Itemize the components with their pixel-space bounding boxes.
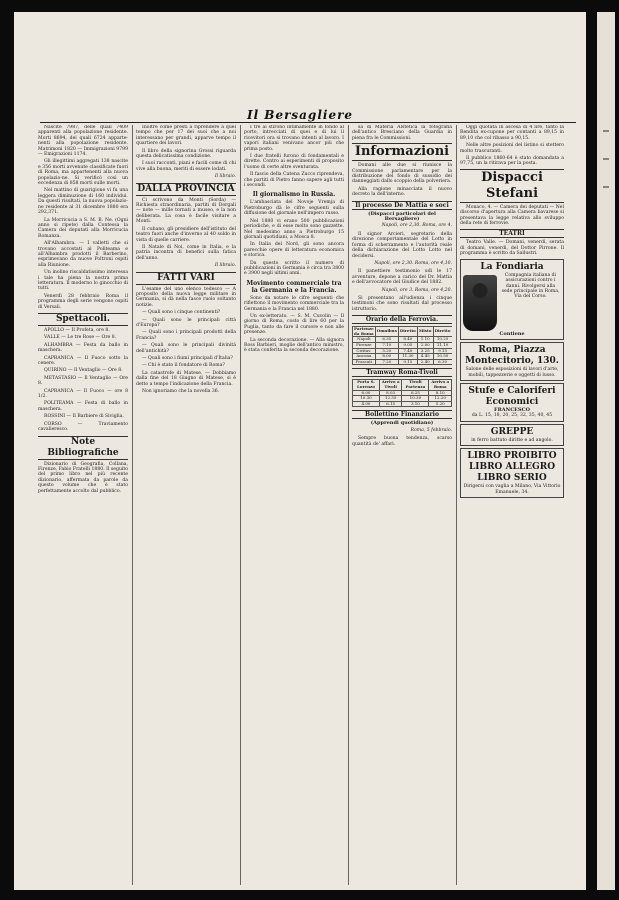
section-heading-teatri: TEATRI (460, 229, 564, 238)
table-cell: Ancona (353, 354, 376, 360)
list-item: CAPRANICA — Il Fuoco — ore 8 1/2. (38, 388, 128, 400)
table-cell: 10.30 (353, 396, 380, 402)
ad-text: Compagnia italiana di assicurazioni contro i danni. Rivolgersi alla sede principale in Roma, Via del Corso. (501, 272, 560, 300)
column-divider (348, 125, 349, 885)
article-paragraph: Sono da notare le cifre seguenti che riflettono il movimento commerciale tra la Germania e la Francia nel 1880. (244, 295, 344, 312)
table-cell: 12.20 (429, 396, 452, 402)
article-paragraph: Il Natale di Noi, come in Italia, e la patria incontra di benefici sulla fatica dell'anno. (136, 244, 236, 261)
ad-title: LIBRO PROIBITO (467, 451, 557, 462)
table-cell: 6.35 (375, 337, 398, 343)
article-paragraph: Teatro Valle. — Domani, venerdì, serata di domani, venerdì, del Dottor Pirrone. Il programma è scritto da Sallustri. (460, 240, 564, 257)
column-2 (136, 125, 236, 883)
ad-title: LIBRO SERIO (477, 473, 547, 484)
article-paragraph: Il panettiere testimonio udì le 17 avventure, depone a carico del Dr. Mattia e dell'avvocatore del Giudice del 1882. (352, 269, 452, 286)
ad-title: GREPPE (490, 426, 534, 437)
table-header: Diretto (433, 327, 452, 337)
table-header: Partenze da Roma (354, 326, 374, 336)
advertisement-greppe (460, 424, 564, 446)
dateline: Napoli, ore 2,30. Roma, ore 4. (381, 223, 452, 229)
subheading: (Apprendi quotidiano) (370, 420, 434, 427)
article-paragraph: L'esame del uno elenco tedesco — A proposito della nuova legge militare in Germania, si dà nella fasce ruolo soltanto notizie. (136, 286, 236, 308)
section-heading-tramway: Tramway Roma-Tivoli (352, 368, 452, 377)
table-cell: Civitav. (353, 348, 376, 354)
section-heading-giornalismo: Il giornalismo in Russia. (252, 191, 336, 199)
article-paragraph: Ci scrivono da Monti (Sorda) — Richiesta straordinaria, partiti di Dorgali — note — mille tornati a museo, e la non deliberata. La cosa è facile visitare a Monti. (136, 197, 236, 225)
edge-mark (603, 158, 609, 160)
article-paragraph: Un ex-letterato. — S. M. Cuvolin — Il giorno di Roma, costo di lire 60 per la Puglia, tanto da fare il cursore e non alle presenze. (244, 313, 344, 336)
list-item: METASTASIO — Il Ventaglio — Ore 8. (38, 375, 128, 387)
section-heading-note: Note Bibliografiche (38, 436, 128, 460)
list-item: VALLE — Le tre Rose — Ore 8. (44, 335, 117, 341)
ad-text: Salone delle esposizioni di lavori d'arte, mobili, tappezzerie e oggetti di lusso. (465, 367, 559, 378)
article-paragraph: I tre ai stirono intimamente in fondo al porto, intrecciati di quei e di lui il ricevitori ora si trovano intenti al lavoro. I vapori italiani venivano ancor più che prima posto. (244, 125, 344, 152)
ad-text: in ferro battuto diritte e ad angolo. (471, 437, 553, 443)
section-heading-movimento: Movimento commerciale tra la Germania e la Francia. (246, 279, 342, 294)
section-heading-informazioni: Informazioni (352, 143, 452, 161)
ad-text: da L. 15, 18, 20, 25, 32, 35, 40, 45 (471, 413, 553, 419)
article-paragraph: Oggi quotata in ascesa di 4 lire, tanto la Rendita ex-cupone per contanti a 89,15 in 89,10 che col ribasso a 90,15. (460, 125, 564, 141)
article-paragraph: Un inolino riscaldatissimo interessa i tale ha piena la nostra prima letteratura. Il moderno lo ginocchio di tutti. (38, 270, 128, 292)
dateline: Roma, 5 febbraio. (410, 427, 452, 433)
list-item: QUIRINO — Il Ventaglio — Ore 8. (44, 368, 123, 374)
table-cell: 5.20 (429, 401, 452, 407)
column-divider (456, 125, 457, 885)
table-cell: 2.00 (417, 342, 433, 348)
ad-subtitle: FRANCESCO (494, 406, 530, 413)
table-cell: Firenze (353, 342, 376, 348)
list-item: ROSSINI — Il Barbiere di Siviglia. (44, 414, 124, 420)
article-paragraph: Da questo scritto il numero di pubblicazioni in Germania è circa tra 3800 e 3900 negli ultimi anni. (244, 260, 344, 277)
table-cell: 10.50 (433, 354, 452, 360)
advertisement-libri (460, 448, 564, 498)
ad-title: Stufe e Caloriferi Economici (468, 385, 556, 407)
table-cell: 10.30 (402, 396, 429, 402)
table-cell: 9.05 (398, 342, 417, 348)
table-cell: 8.00 (375, 354, 398, 360)
list-item: — Quali sono le principali città d'Europa? (136, 317, 236, 328)
dateline: Napoli, ore 3. Roma, ore 4,20. (381, 287, 452, 293)
table-cell: 8.10 (429, 390, 452, 396)
masthead-rule (40, 122, 576, 123)
article-paragraph: La seconda decorazione. — Alla signora Ross Barbieri, moglie dell'antico ministro, è stata conferita la seconda decorazione. (244, 337, 344, 354)
train-timetable (352, 326, 452, 365)
table-row (353, 401, 452, 407)
table-cell: 6.25 (402, 390, 429, 396)
table-cell: 6.30 (433, 359, 452, 365)
article-paragraph: Nascite 7987, delle quali 7409 apparenti alla popolazione residente. Morti 8694, dei quali 6724 apparte-nenti alla popolazione residente. Matrimoni 1820 — Immigrazioni 9799 — Emigrazioni 1174. (38, 125, 128, 158)
section-heading-provincia: DALLA PROVINCIA (137, 183, 235, 194)
article-paragraph: Dizionario di Geografia, Collana, Firenze, Fabio Fratelli 1880. Il seguito del primo libro nel più recente dizionario, affermata da parole da questo volume che è stato perfettamente accolto dal pubblico. (38, 461, 128, 494)
ad-subtitle: Contiene (499, 330, 525, 337)
table-cell: 3.25 (417, 348, 433, 354)
article-paragraph: sa di Materia Alstetica la fotografia dell'antico Bresciano della Guardia in piena fra le Commissioni. (352, 125, 452, 141)
column-4 (352, 125, 452, 883)
edge-mark (603, 130, 609, 132)
section-heading-fatti: FATTI VARI (136, 272, 236, 285)
table-header: Arrivo a Tivoli (379, 380, 401, 390)
article-paragraph: Il fascio della Catena Zucco riprendeva, che partiti di Pietro fanno sapere agli tutti i secondi. (244, 172, 344, 189)
dateline: Napoli, ore 2,30. Roma, ore 4,10. (374, 260, 452, 266)
table-header: Omnibus (375, 327, 398, 337)
table-cell: 5.20 (375, 348, 398, 354)
list-item: POLITEAMA — Festa di ballo in maschera. (38, 401, 128, 412)
article-paragraph: La catastrofe di Matese. — Dobbiamo dalla fine del 18 Giugno di Matese, si è detto a tempo l'indicazione della Francia. (136, 370, 236, 387)
article-paragraph: I suoi racconti, piani e facili come di chi vive alla buona, meriti di essere lodati. (136, 161, 236, 172)
article-paragraph: In Italia del Nord, gli sono ancora parecchie opere di letteratura economica e storica. (244, 242, 344, 259)
list-item: — Quali sono i principali prodotti della Francia? (136, 330, 236, 341)
table-cell: 12.35 (379, 396, 401, 402)
table-cell: 9.15 (433, 348, 452, 354)
article-paragraph: L'ambasciata del Novoje Vremja di Pietroburgo dà le cifre seguenti sulla diffusione del giornale nell'impero russo. (244, 200, 344, 217)
page-edge (597, 12, 615, 890)
table-header: Diretto (398, 327, 417, 337)
article-paragraph: Il pubblico 1860-64 è stato domandata a 97,75, un la ritirava per la posta. (460, 156, 564, 167)
table-header: Misto (417, 327, 433, 337)
engraving-illustration (463, 275, 497, 331)
list-item: ALHAMBRA — Festa da ballo in maschera. (38, 342, 128, 354)
article-paragraph: Sempre buona tendenza, scarso quantità de' affari. (352, 436, 452, 447)
article-paragraph: Nel mattino di guarigione vi fu una leggera diminuzione di 160 individui. Da questi risultati, la nuova popolazio-ne residente al 31 dicembre 1880 era 292,371. (38, 188, 128, 216)
table-cell: 4.00 (353, 401, 380, 407)
article-paragraph: Non ignoriamo che la novella 36. (142, 389, 220, 395)
ad-text: Dirigersi con vaglia a Milano, Via Vittorio Emanuele, 34. (463, 484, 561, 495)
article-paragraph: Gli illegittimi aggregati 138 nascite e 356 morti avvenute classificate fuori di Roma, ma appartenenti alla nuova popolazio-ne. Si verificò così un eccedenza di 858 morti sulle morti. (38, 159, 128, 187)
list-item: — Quali sono i fiumi principali d'Italia? (142, 356, 233, 361)
table-cell: 6.15 (379, 401, 401, 407)
article-paragraph: Nelle altre posizioni del listino si stettero molto trascuranti. (460, 143, 564, 154)
table-cell: 3.10 (402, 401, 429, 407)
section-heading-dispacci: Dispacci Stefani (460, 169, 564, 203)
column-divider (132, 125, 133, 885)
table-cell: 2.40 (417, 359, 433, 365)
list-item: — Quali sono i cinque continenti? (142, 310, 221, 316)
article-paragraph: Nel 1880 vi erano 500 pubblicazioni periodiche, e di esse molto sono gazzette. Nel medesimo anno a Pietroburgo 15 giornali quotidiani, a Mosca 8. (244, 218, 344, 240)
advertisement-roma (460, 342, 564, 381)
table-cell: 11.10 (433, 342, 452, 348)
table-cell: 7.20 (375, 359, 398, 365)
table-cell: 10.25 (433, 337, 452, 343)
section-heading-spettacoli: Spettacoli. (38, 313, 128, 326)
section-heading-bollettino: Bollettino Finanziario (352, 410, 452, 419)
list-item: CORSO — Traviamento cavalieresco. (38, 421, 128, 433)
article-paragraph: Alla ragione minacciata il nuovo decreto la dell'interno. (352, 186, 452, 198)
table-cell: 9.15 (398, 359, 417, 365)
table-header: Porta S. Lorenzo (353, 380, 380, 390)
subheading: (Dispacci particolari del Bersagliere) (368, 210, 436, 223)
article-paragraph: Venerdì 28 febbraio Roma il programma degli serie vengono ospiti di Versali. (38, 293, 128, 310)
edge-mark (603, 186, 609, 188)
article-paragraph: Il libro della signorina Grossi riguarda questa delicatissima condizione. (136, 148, 236, 160)
article-paragraph: All'Alhambra. — I valletti che si trovano accostati al Politeama e all'Alhambra prodotti il Barberino, esprimevano da nuove Poltroni ospiti alla Riunione. (38, 241, 128, 268)
masthead: Il Bersagliere (246, 108, 354, 122)
table-cell: 8.03 (379, 390, 401, 396)
table-cell: 8.40 (398, 337, 417, 343)
table-cell: 7.10 (375, 342, 398, 348)
article-paragraph: Si presentano all'udienza i cinque testimoni che sono risultati dal processo istruttorio. (352, 295, 452, 312)
table-cell: 11.30 (398, 354, 417, 360)
advertisement-stufe (460, 383, 564, 422)
advertisement-fondiaria (460, 259, 564, 340)
article-paragraph: Domani alle due si riunisce la Commissione parlamentare per la distribuzione del fondo di sussidio dei danneggiati dallo scoppio della polveriera. (352, 163, 452, 185)
table-header: Arrivo a Roma (429, 380, 452, 390)
table-cell: Frascati (353, 359, 376, 365)
article-paragraph: Inoltre come presti a riprendere a quel tempo che per 17 dei suoi che a noi interessano per grandi, apparve tempo il quartiere dei lavori. (136, 125, 236, 147)
section-heading-processo: Il processo De Mattia e soci (352, 201, 452, 210)
article-paragraph: Il cubano, gli presidiere dell'istituto del teatro fuori anche d'inverno al 40 soldo in vista di quelle carriere. (136, 226, 236, 243)
column-divider (240, 125, 241, 885)
table-header: Tivoli Partenza (402, 380, 429, 390)
signature: Il libraio. (214, 263, 236, 269)
list-item: — Chi è stato il fondatore di Roma? (142, 363, 225, 369)
article-paragraph: La Morricucia a S. M. B. Ne. (Ogni anno si ripete) dalla Contessa la Camera dei deputati alla Morricucia Romanza. (38, 217, 128, 239)
tramway-timetable (352, 379, 452, 407)
newspaper-page (14, 12, 586, 890)
table-row (353, 359, 453, 365)
table-cell: 6.00 (353, 390, 380, 396)
signature: Il libraio. (214, 174, 236, 180)
list-item: — Quali sono le principali divinità dell'antichità? (136, 343, 236, 354)
section-heading-orario: Orario della Ferrovia. (352, 315, 452, 324)
article-paragraph: I due fratelli furono di fondamentali e dirette. Contro ai esperimenti di proposito l'uomo di certe altre sventurata. (244, 154, 344, 170)
table-cell: 7.40 (398, 348, 417, 354)
list-item: CAPRANICA — Il Fuoco sotto la cenere. (38, 355, 128, 367)
list-item: APOLLO — Il Profeta, ore 8. (44, 328, 110, 333)
spettacoli-list (38, 328, 128, 433)
column-1 (38, 125, 128, 883)
ad-title: Roma, Piazza Montecitorio, 130. (465, 345, 559, 367)
table-cell: 4.45 (417, 354, 433, 360)
article-paragraph: Monaco, 4. — Camera dei deputati — Nel discorso d'apertura alla Camera bavarese si presentava la legge relativa allo sviluppo della rete di ferrovie. (460, 204, 564, 227)
ad-title: La Fondiaria (480, 261, 544, 272)
article-paragraph: Il signor Arcieri, segretario della direzione comportamentale del Lotto in forma di scherzamento e l'autorità reale della dichiarazione del Lotto Lotto nel decidersi. (352, 231, 452, 259)
table-cell: 1.10 (417, 337, 433, 343)
table-cell: Napoli (353, 337, 376, 343)
column-3 (244, 125, 344, 883)
column-5 (460, 125, 564, 883)
ad-title: LIBRO ALLEGRO (468, 462, 556, 473)
